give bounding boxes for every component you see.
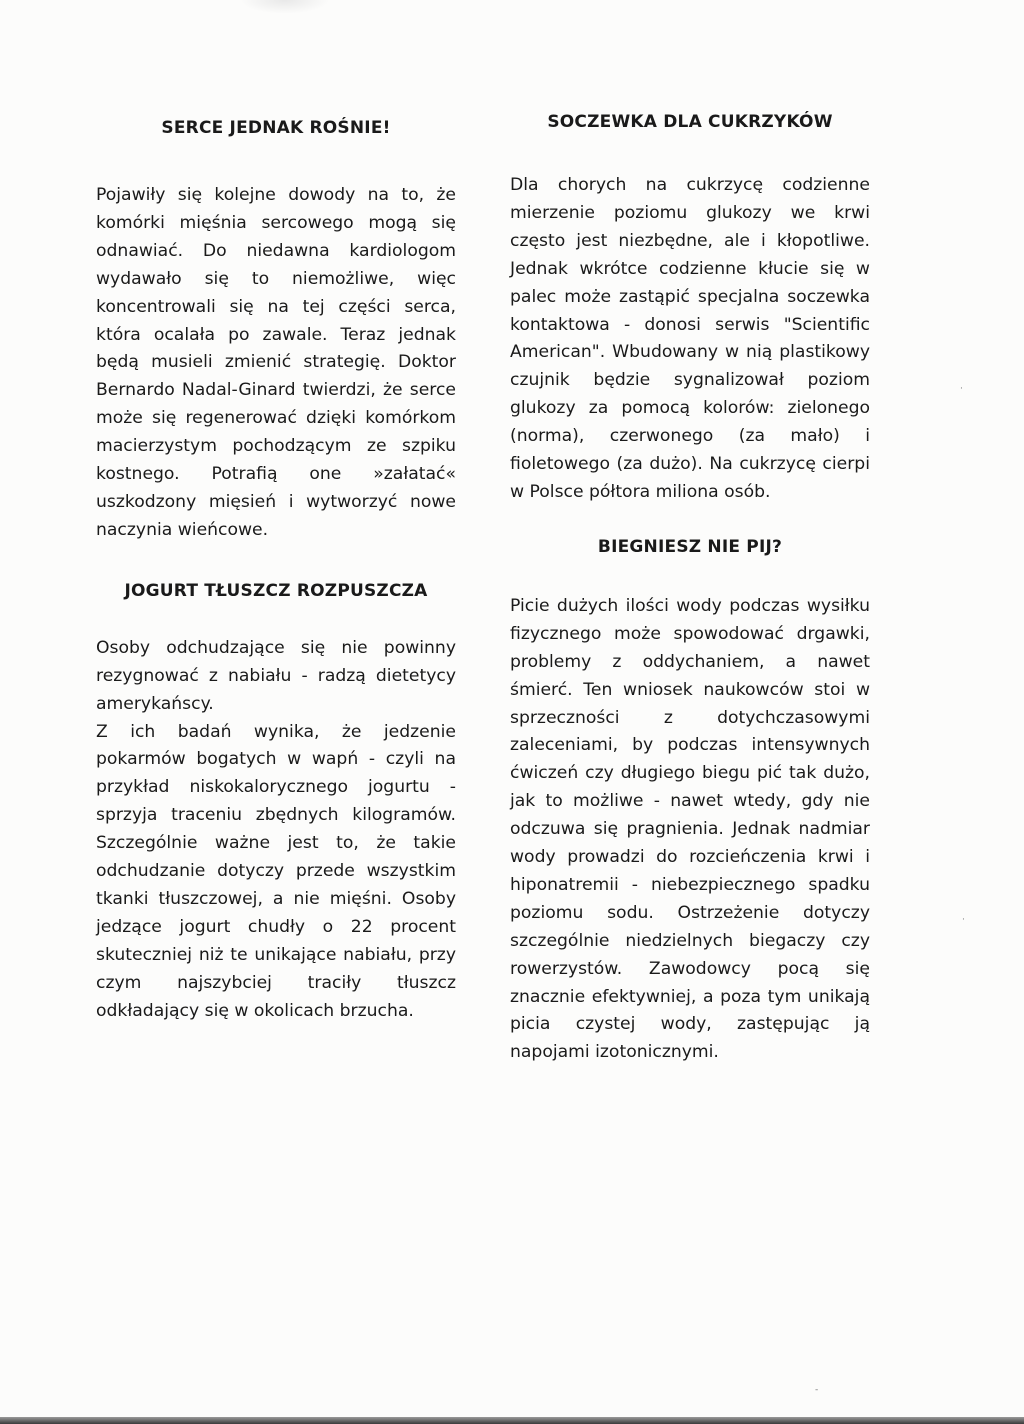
article-body-biegniesz: Picie dużych ilości wody podczas wysiłku fizycznego może spowodować drgawki, problemy z oddychaniem, a nawet śmierć. Ten wniosek naukowców stoi w sprzeczności z dotychczasowymi zaleceniami, by podczas intensywnych ćwiczeń czy długiego biegu pić tak dużo, jak to możliwe - nawet wtedy, gdy nie odczuwa się pragnienia. Jednak nadmiar wody prowadzi do rozcieńczenia krwi i hiponatremii - niebezpiecznego spadku poziomu sodu. Ostrzeżenie dotyczy szczególnie niedzielnych biegaczy czy rowerzystów. Zawodowcy pocą się znacznie efektywniej, a poza tym unikają picia czystej wody, zastępując ją napojami izotonicznymi. bbox=[510, 595, 870, 1063]
scan-speck: · bbox=[962, 915, 965, 925]
right-column bbox=[510, 112, 870, 1067]
scan-speck: - bbox=[815, 1385, 819, 1395]
article-body-soczewka: Dla chorych na cukrzycę codzienne mierzenie poziomu glukozy we krwi często jest niezbędne, ale i kłopotliwe. Jednak wkrótce codzienne kłucie się w palec może zastąpić specjalna soczewka kontaktowa - donosi serwis "Scientific American". Wbudowany w nią plastikowy czujnik będzie sygnalizował poziom glukozy za pomocą kolorów: zielonego (norma), czerwonego (za mało) i fioletowego (za dużo). Na cukrzycę cierpi w Polsce półtora miliona osób. bbox=[510, 175, 870, 502]
article-title-biegniesz: BIEGNIESZ NIE PIJ? bbox=[597, 536, 783, 557]
scan-speck: · bbox=[960, 384, 963, 394]
article-body-serce: Pojawiły się kolejne dowody na to, że komórki mięśnia sercowego mogą się odnawiać. Do niedawna kardiologom wydawało się to niemożliwe, więc koncentrowali się na tej części serca, która ocalała po zawale. Teraz jednak będą musieli zmienić strategię. Doktor Bernardo Nadal-Ginard twierdzi, że serce może się regenerować dzięki komórkom macierzystym pochodzącym ze szpiku kostnego. Potrafią one »załatać« uszkodzony mięsień i wytworzyć nowe naczynia wieńcowe. bbox=[96, 185, 456, 540]
article-title-serce: SERCE JEDNAK ROŚNIE! bbox=[161, 118, 391, 138]
article-title-jogurt: JOGURT TŁUSZCZ ROZPUSZCZA bbox=[124, 580, 428, 601]
scan-bottom-edge bbox=[0, 1417, 1024, 1424]
article-title-soczewka: SOCZEWKA DLA CUKRZYKÓW bbox=[547, 112, 833, 132]
left-column bbox=[96, 112, 456, 1025]
scan-shadow bbox=[240, 0, 330, 14]
article-body-jogurt: Osoby odchudzające się nie powinny rezygnować z nabiału - radzą dietetycy amerykańscy. Z ich badań wynika, że jedzenie pokarmów bogatych w wapń - czyli na przykład niskokalorycznego jogurtu - sprzyja traceniu zbędnych kilogramów. Szczególnie ważne jest to, że takie odchudzanie dotyczy przede wszystkim tkanki tłuszczowej, a nie mięśni. Osoby jedzące jogurt chudły o 22 procent skuteczniej niż te unikające nabiału, przy czym najszybciej traciły tłuszcz odkładający się w okolicach brzucha. bbox=[96, 637, 456, 1021]
